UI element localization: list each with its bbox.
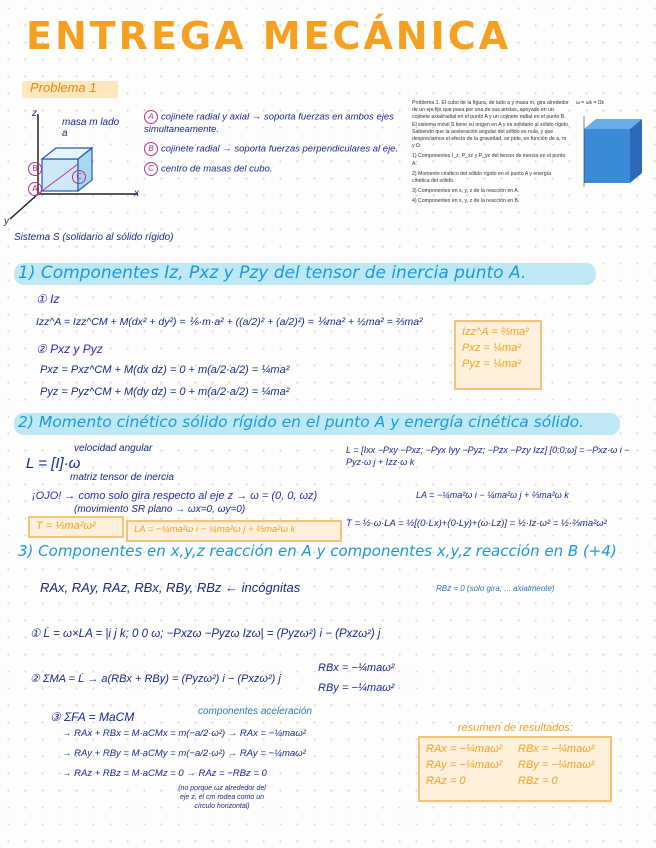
summary-rax: RAx = −¼maω² — [426, 743, 503, 755]
reference-p4: 3) Componentes en x, y, z de la reacción en A. — [412, 188, 520, 195]
summary-ray: RAy = −¼maω² — [426, 759, 503, 771]
reference-text — [412, 100, 650, 209]
point-c-mark: C — [72, 166, 89, 185]
section1-eq1: Izz^A = Izz^CM + M(dx² + dy²) = ⅙·m·a² + ((a/2)² + (a/2)²) = ⅙ma² + ½ma² = ⅔ma² — [36, 316, 423, 328]
section3-row1: → RAx + RBx = M·aCMx = m(−a/2·ω²) → RAx = −¼maω² — [62, 728, 306, 739]
section3-rby: RBy = −¼maω² — [318, 682, 395, 694]
section1-sub1: ① Iz — [36, 292, 60, 306]
reference-p2: 1) Componentes I_z, P_xz y P_yz del tensor de inercia en el punto A. — [412, 153, 566, 167]
reference-cube — [576, 111, 646, 189]
summary-box — [418, 736, 612, 802]
section1-eq3: Pyz = Pyz^CM + M(dy dz) = 0 + m(a/2·a/2) = ¼ma² — [40, 386, 290, 398]
section1-result-box — [454, 320, 542, 390]
summary-grid — [420, 738, 610, 792]
reference-paragraphs — [412, 100, 570, 209]
problem-label: Problema 1 — [30, 80, 97, 95]
mass-note: masa m lado a — [62, 117, 120, 139]
y-axis — [10, 194, 38, 219]
section3-header: 3) Componentes en x,y,z reacción en A y componentes x,y,z reacción en B (+4) — [18, 542, 617, 560]
section3-unknowns: RAx, RAy, RAz, RBx, RBy, RBz ← incógnitas — [40, 580, 301, 595]
section2-ojo: ¡OJO! → como solo gira respecto al eje z → ω = (0, 0, ωz) — [32, 490, 318, 502]
reference-p3: 2) Momento cinético del sólido rígido en el punto A y energía cinética del sólido. — [412, 170, 551, 185]
reference-p1: Problema 1. El cubo de la figura, de lado a y masa m, gira alrededor de un eje fijo que pasa por una de sus aristas, apoyado en un cojinete axial/radial en el punto A y un cojinete radial en el punto B. El sistema móvil S tiene su origen en A y es solidario al sólido rígido. Sabiendo que la aceleración angular del sólido es nula, y que despreciamos el efecto de la gravedad, se pide, en función de a, m y Ω: — [412, 100, 570, 150]
note-b: B cojinete radial → soporta fuerzas perpendiculares al eje. — [144, 142, 402, 156]
section1-eq2: Pxz = Pxz^CM + M(dx dz) = 0 + m(a/2·a/2) = ¼ma² — [40, 364, 290, 376]
section3-unknowns-note: RBz = 0 (solo gira, ... axialmente) — [436, 584, 555, 593]
section3-eq3: ③ ΣFA = MaCM — [50, 710, 135, 724]
summary-title: resumen de resultados: — [458, 722, 573, 734]
section3-row3: → RAz + RBz = M·aCMz = 0 → RAz = −RBz = 0 — [62, 768, 267, 779]
axis-z-label: z — [32, 108, 37, 119]
section2-ojo-note: (movimiento SR plano → ωx=0, ωy=0) — [74, 504, 246, 515]
section2-la-eq: LA = −¼ma²ω i − ¼ma²ω j + ⅔ma²ω k — [416, 490, 569, 500]
note-c: C centro de masas del cubo. — [144, 162, 402, 176]
result-t: T = ⅓ma²ω² — [36, 520, 96, 532]
section2-l-eq: L = [I]·ω — [26, 455, 81, 472]
section1-sub2: ② Pxz y Pyz — [36, 342, 103, 356]
section3-rbx: RBx = −¼maω² — [318, 662, 395, 674]
reference-p5: 4) Componentes en x, y, z de la reacción en B. — [412, 198, 520, 205]
summary-raz: RAz = 0 — [426, 775, 466, 787]
section3-footnote: (no porque ωz alrededor del eje z, el cm rodea como un círculo horizontal) — [178, 785, 266, 810]
section3-eq1: ① L̇ = ω×LA = |i j k; 0 0 ω; −Pxzω −Pyzω Izω| = (Pyzω²) i − (Pxzω²) j — [30, 628, 381, 640]
summary-rbx: RBx = −¼maω² — [518, 743, 595, 755]
system-note: Sistema S (solidario al sólido rígido) — [14, 232, 174, 243]
summary-rbz: RBz = 0 — [518, 775, 558, 787]
section2-note2: matriz tensor de inercia — [70, 472, 174, 483]
section2-matrix-eq: L = [Ixx −Pxy −Pxz; −Pyx Iyy −Pyz; −Pzx −Pzy Izz] [0;0;ω] = −Pxz·ω i − Pyz·ω j + Izz·ω k — [346, 445, 630, 467]
page-title: ENTREGA MECÁNICA — [26, 14, 512, 58]
point-a-mark: A — [28, 178, 45, 197]
notes-list — [144, 110, 402, 176]
axis-x-label: x — [134, 188, 139, 199]
section3-eq2: ② ΣMA = L̇ → a(RBx + RBy) = (Pyzω²) i − (Pxzω²) j — [30, 673, 281, 685]
section1-header: 1) Componentes Iz, Pxz y Pzy del tensor de inercia punto A. — [18, 263, 527, 283]
result-pxz: Pxz = ¼ma² — [462, 342, 521, 354]
section2-header: 2) Momento cinético sólido rígido en el punto A y energía cinética sólido. — [18, 413, 585, 431]
section2-t-eq: T = ½·ω·LA = ½[(0·Lx)+(0·Ly)+(ω·Lz)] = ½·Iz·ω² = ½·⅔ma²ω² — [346, 518, 607, 529]
reference-omega: ω = ωk = Ωk — [576, 100, 604, 106]
summary-rby: RBy = −¼maω² — [518, 759, 595, 771]
result-izz: Izz^A = ⅔ma² — [462, 326, 529, 338]
axis-y-label: y — [4, 216, 9, 227]
section2-la-box — [126, 520, 342, 542]
section2-t-box — [28, 516, 124, 538]
note-a: A cojinete radial y axial → soporta fuerzas en ambos ejes simultaneamente. — [144, 111, 394, 135]
point-b-mark: B — [28, 158, 45, 177]
reference-figure — [576, 100, 650, 192]
section3-row2: → RAy + RBy = M·aCMy = m(−a/2·ω²) → RAy = −¼maω² — [62, 748, 306, 759]
result-pyz: Pyz = ¼ma² — [462, 358, 521, 370]
section2-note1: velocidad angular — [74, 443, 153, 454]
result-la: LA = −¼ma²ω i − ¼ma²ω j + ⅔ma²ω k — [134, 524, 296, 535]
section3-eq3-note: componentes aceleración — [198, 706, 312, 717]
